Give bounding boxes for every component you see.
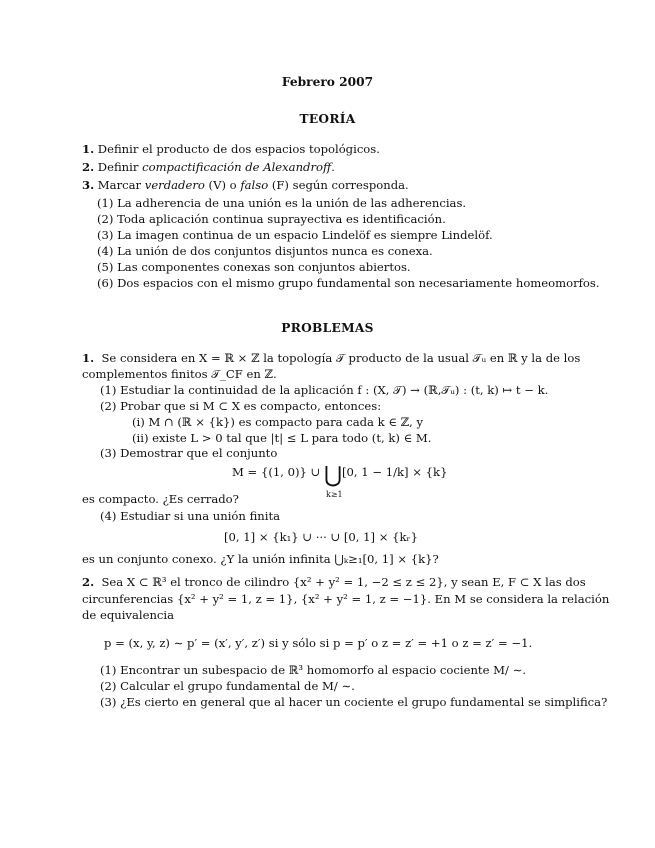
teoria-q2 — [82, 160, 335, 175]
formula-right: [0, 1 − 1/k] × {k} — [342, 465, 448, 479]
q3-mid: (V) o — [204, 178, 241, 192]
q1-number: 1. — [82, 142, 95, 156]
teoria-item-4: (4) La unión de dos conjuntos disjuntos nunca es conexa. — [97, 244, 433, 258]
p1-sub4: (4) Estudiar si una unión finita — [100, 509, 281, 523]
p2-sub3: (3) ¿Es cierto en general que al hacer un cociente el grupo fundamental se simplifica? — [100, 695, 608, 709]
p1-sub2: (2) Probar que si M ⊂ X es compacto, entonces: — [100, 399, 382, 413]
q3-pre: Marcar — [97, 178, 145, 192]
teoria-item-1: (1) La adherencia de una unión es la unión de las adherencias. — [97, 196, 467, 210]
teoria-item-3: (3) La imagen continua de un espacio Lindelöf es siempre Lindelöf. — [97, 228, 493, 242]
teoria-item-6: (6) Dos espacios con el mismo grupo fundamental son necesariamente homeomorfos. — [97, 276, 600, 290]
p2-formula-relation: p = (x, y, z) ∼ p′ = (x′, y′, z′) si y sólo si p = p′ o z = z′ = +1 o z = z′ = −1. — [104, 636, 533, 650]
p2-line3: de equivalencia — [82, 608, 175, 622]
p1-after-formula: es compacto. ¿Es cerrado? — [82, 492, 239, 506]
p1-line2: complementos finitos 𝒯_CF en ℤ. — [82, 367, 277, 381]
big-cup-glyph: ⋃ — [323, 463, 343, 488]
p1-last: es un conjunto conexo. ¿Y la unión infinita ⋃ₖ≥₁[0, 1] × {k}? — [82, 552, 439, 566]
problemas-heading: PROBLEMAS — [281, 321, 374, 335]
big-union-symbol — [323, 463, 343, 499]
q3-em-verdadero: verdadero — [144, 178, 205, 192]
p2-number: 2. — [82, 575, 95, 589]
p1-sub2-ii: (ii) existe L > 0 tal que |t| ≤ L para todo (t, k) ∈ M. — [132, 431, 432, 445]
p1-formula-compact — [232, 463, 448, 499]
big-cup-subscript: k≥1 — [325, 490, 343, 499]
q2-number: 2. — [82, 160, 95, 174]
q3-number: 3. — [82, 178, 95, 192]
formula-left: M = {(1, 0)} ∪ — [232, 465, 324, 479]
q2-pre: Definir — [97, 160, 143, 174]
p2-line1-text: Sea X ⊂ ℝ³ el tronco de cilindro {x² + y² = 1, −2 ≤ z ≤ 2}, y sean E, F ⊂ X las dos — [101, 575, 586, 589]
p2-sub2: (2) Calcular el grupo fundamental de M/ ∼. — [100, 679, 355, 693]
q1-text: Definir el producto de dos espacios topológicos. — [97, 142, 380, 156]
teoria-heading: TEORÍA — [299, 112, 356, 126]
p1-sub3: (3) Demostrar que el conjunto — [100, 446, 278, 460]
p2-line2: circunferencias {x² + y² = 1, z = 1}, {x² + y² = 1, z = −1}. En M se considera la relación — [82, 592, 610, 606]
exam-title: Febrero 2007 — [281, 75, 374, 89]
p1-formula-finite-union: [0, 1] × {k₁} ∪ ··· ∪ [0, 1] × {kᵣ} — [224, 530, 418, 544]
p1-sub2-i: (i) M ∩ (ℝ × {k}) es compacto para cada k ∈ ℤ, y — [132, 415, 423, 429]
q2-emphasis: compactificación de Alexandroff — [142, 160, 332, 174]
q2-post: . — [331, 160, 335, 174]
p1-line1 — [82, 351, 580, 366]
p1-line1-text: Se considera en X = ℝ × ℤ la topología 𝒯 producto de la usual 𝒯ᵤ en ℝ y la de los — [101, 351, 581, 365]
teoria-item-2: (2) Toda aplicación continua suprayectiva es identificación. — [97, 212, 446, 226]
q3-post: (F) según corresponda. — [268, 178, 409, 192]
p2-sub1: (1) Encontrar un subespacio de ℝ³ homomorfo al espacio cociente M/ ∼. — [100, 663, 527, 677]
teoria-item-5: (5) Las componentes conexas son conjuntos abiertos. — [97, 260, 411, 274]
p1-number: 1. — [82, 351, 95, 365]
p2-line1 — [82, 575, 586, 590]
q3-em-falso: falso — [240, 178, 269, 192]
teoria-q1 — [82, 142, 380, 157]
p1-sub1: (1) Estudiar la continuidad de la aplicación f : (X, 𝒯) → (ℝ,𝒯ᵤ) : (t, k) ↦ t − k. — [100, 383, 549, 397]
teoria-q3 — [82, 178, 409, 193]
